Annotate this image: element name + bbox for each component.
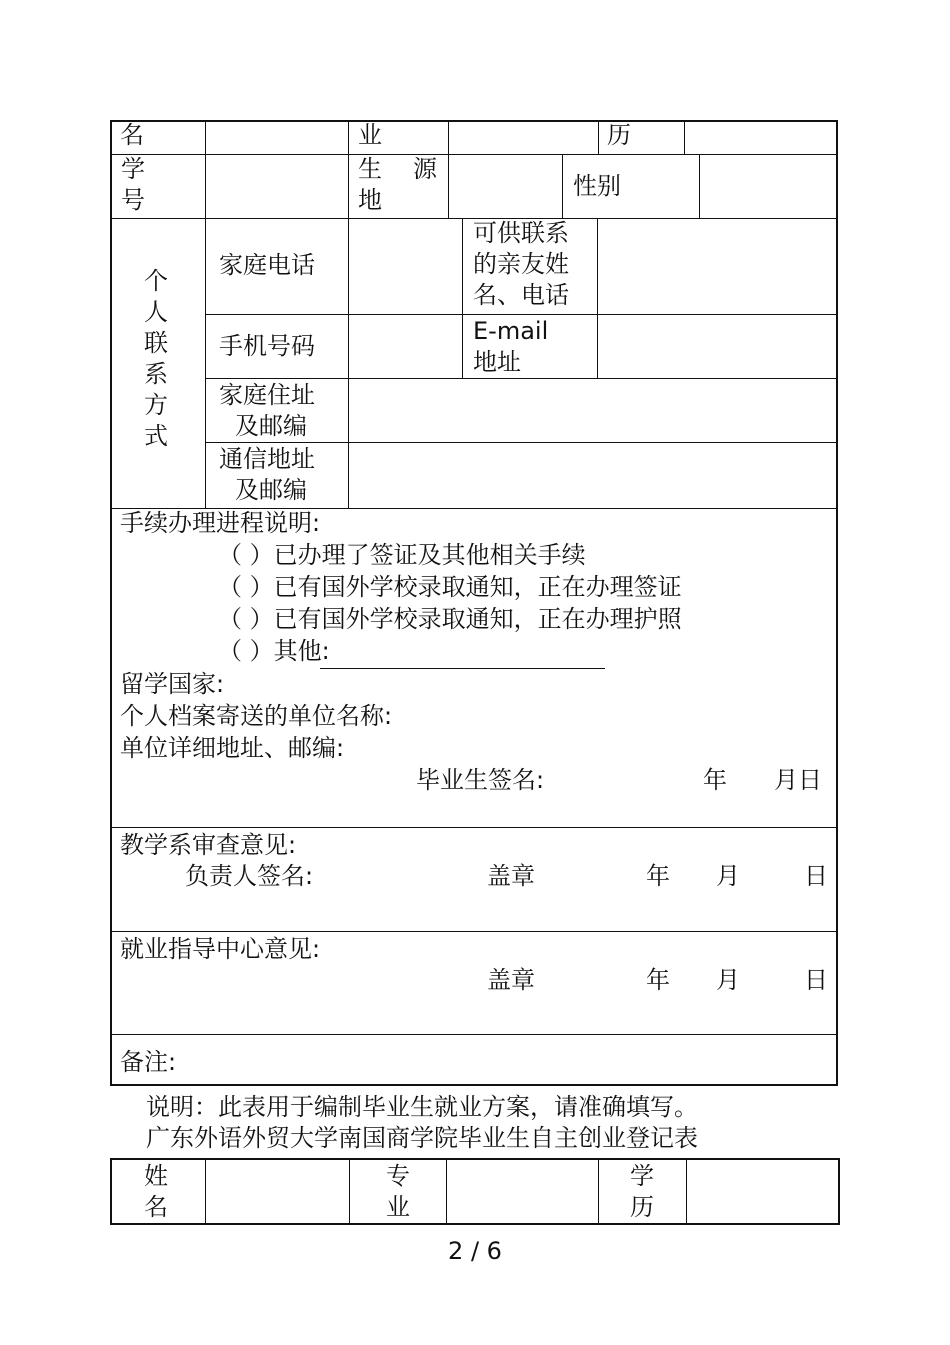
col-divider — [462, 218, 463, 378]
mail-address-label-part2: 及邮编 — [235, 476, 307, 504]
col-divider — [205, 120, 206, 154]
center-day-label: 日 — [804, 966, 828, 994]
home-address-label-part2: 及邮编 — [235, 412, 307, 440]
table-border-right — [836, 120, 838, 1086]
study-country-label: 留学国家: — [120, 670, 225, 698]
row-divider — [205, 378, 838, 379]
personal-contact-label: 个人联系方式 — [144, 267, 168, 450]
home-address-label-part1: 家庭住址 — [219, 381, 315, 409]
process-option: （ ）已有国外学校录取通知，正在办理护照 — [218, 605, 682, 633]
dept-review-title: 教学系审查意见: — [120, 831, 297, 859]
col-divider — [446, 1158, 447, 1223]
table-border-top — [110, 1158, 840, 1160]
form2-name-label: 姓名 — [144, 1162, 168, 1221]
page-number: 2 / 6 — [448, 1237, 502, 1265]
row-divider — [110, 827, 838, 828]
col-divider — [348, 120, 349, 154]
archive-unit-label: 个人档案寄送的单位名称: — [120, 702, 393, 730]
col-divider — [205, 154, 206, 218]
row-divider — [110, 931, 838, 932]
col-divider — [684, 120, 685, 154]
process-option: （ ）已办理了签证及其他相关手续 — [218, 541, 586, 569]
row-divider — [205, 314, 838, 315]
origin-label-part2: 源 — [413, 155, 437, 183]
dept-year-label: 年 — [646, 862, 670, 890]
col-divider — [348, 218, 349, 508]
unit-address-label: 单位详细地址、邮编: — [120, 734, 345, 762]
col-divider — [686, 1158, 687, 1223]
other-fill-line — [320, 668, 605, 669]
center-month-label: 月 — [716, 966, 740, 994]
table-border-bottom — [110, 1084, 838, 1086]
relative-contact-label: 可供联系的亲友姓名、电话 — [473, 219, 569, 309]
col-divider — [205, 1158, 206, 1223]
col-divider — [562, 154, 563, 218]
remark-label: 备注: — [120, 1048, 177, 1076]
form-note: 说明：此表用于编制毕业生就业方案，请准确填写。 — [146, 1093, 698, 1121]
table-border-left — [110, 1158, 112, 1225]
education-label: 历 — [607, 121, 631, 149]
year-label: 年 — [703, 766, 727, 794]
table-border-top — [110, 120, 838, 122]
gender-label: 性别 — [573, 172, 621, 200]
row-divider — [205, 442, 838, 443]
home-phone-label: 家庭电话 — [219, 251, 315, 279]
col-divider — [205, 218, 206, 508]
process-title: 手续办理进程说明: — [120, 509, 321, 537]
table-border-right — [838, 1158, 840, 1225]
col-divider — [597, 218, 598, 378]
row-divider — [110, 1034, 838, 1035]
email-label-part2: 地址 — [473, 348, 521, 376]
major-label: 业 — [358, 121, 382, 149]
col-divider — [448, 120, 449, 154]
row-divider — [110, 154, 838, 155]
process-option: （ ）已有国外学校录取通知，正在办理签证 — [218, 573, 682, 601]
month-day-label: 月日 — [774, 766, 822, 794]
table-border-bottom — [110, 1223, 840, 1225]
student-number-label: 学号 — [121, 155, 145, 214]
table-border-left — [110, 120, 112, 1086]
col-divider — [349, 1158, 350, 1223]
name-label: 名 — [120, 121, 144, 149]
dept-seal-label: 盖章 — [487, 862, 535, 890]
col-divider — [598, 120, 599, 154]
form2-title: 广东外语外贸大学南国商学院毕业生自主创业登记表 — [146, 1124, 698, 1152]
origin-label-part3: 地 — [358, 186, 382, 214]
form2-education-label: 学历 — [630, 1162, 654, 1221]
dept-day-label: 日 — [804, 862, 828, 890]
col-divider — [348, 154, 349, 218]
email-label-part1: E-mail — [473, 317, 549, 345]
dept-month-label: 月 — [716, 862, 740, 890]
mail-address-label-part1: 通信地址 — [219, 445, 315, 473]
process-option: （ ）其他: — [218, 637, 330, 665]
form2-major-label: 专业 — [386, 1162, 410, 1221]
mobile-label: 手机号码 — [219, 332, 315, 360]
col-divider — [699, 154, 700, 218]
origin-label-part1: 生 — [358, 155, 382, 183]
graduate-signature-label: 毕业生签名: — [416, 766, 545, 794]
center-year-label: 年 — [646, 966, 670, 994]
col-divider — [448, 154, 449, 218]
dept-signer-label: 负责人签名: — [185, 862, 314, 890]
col-divider — [598, 1158, 599, 1223]
center-seal-label: 盖章 — [487, 966, 535, 994]
center-opinion-title: 就业指导中心意见: — [120, 935, 321, 963]
